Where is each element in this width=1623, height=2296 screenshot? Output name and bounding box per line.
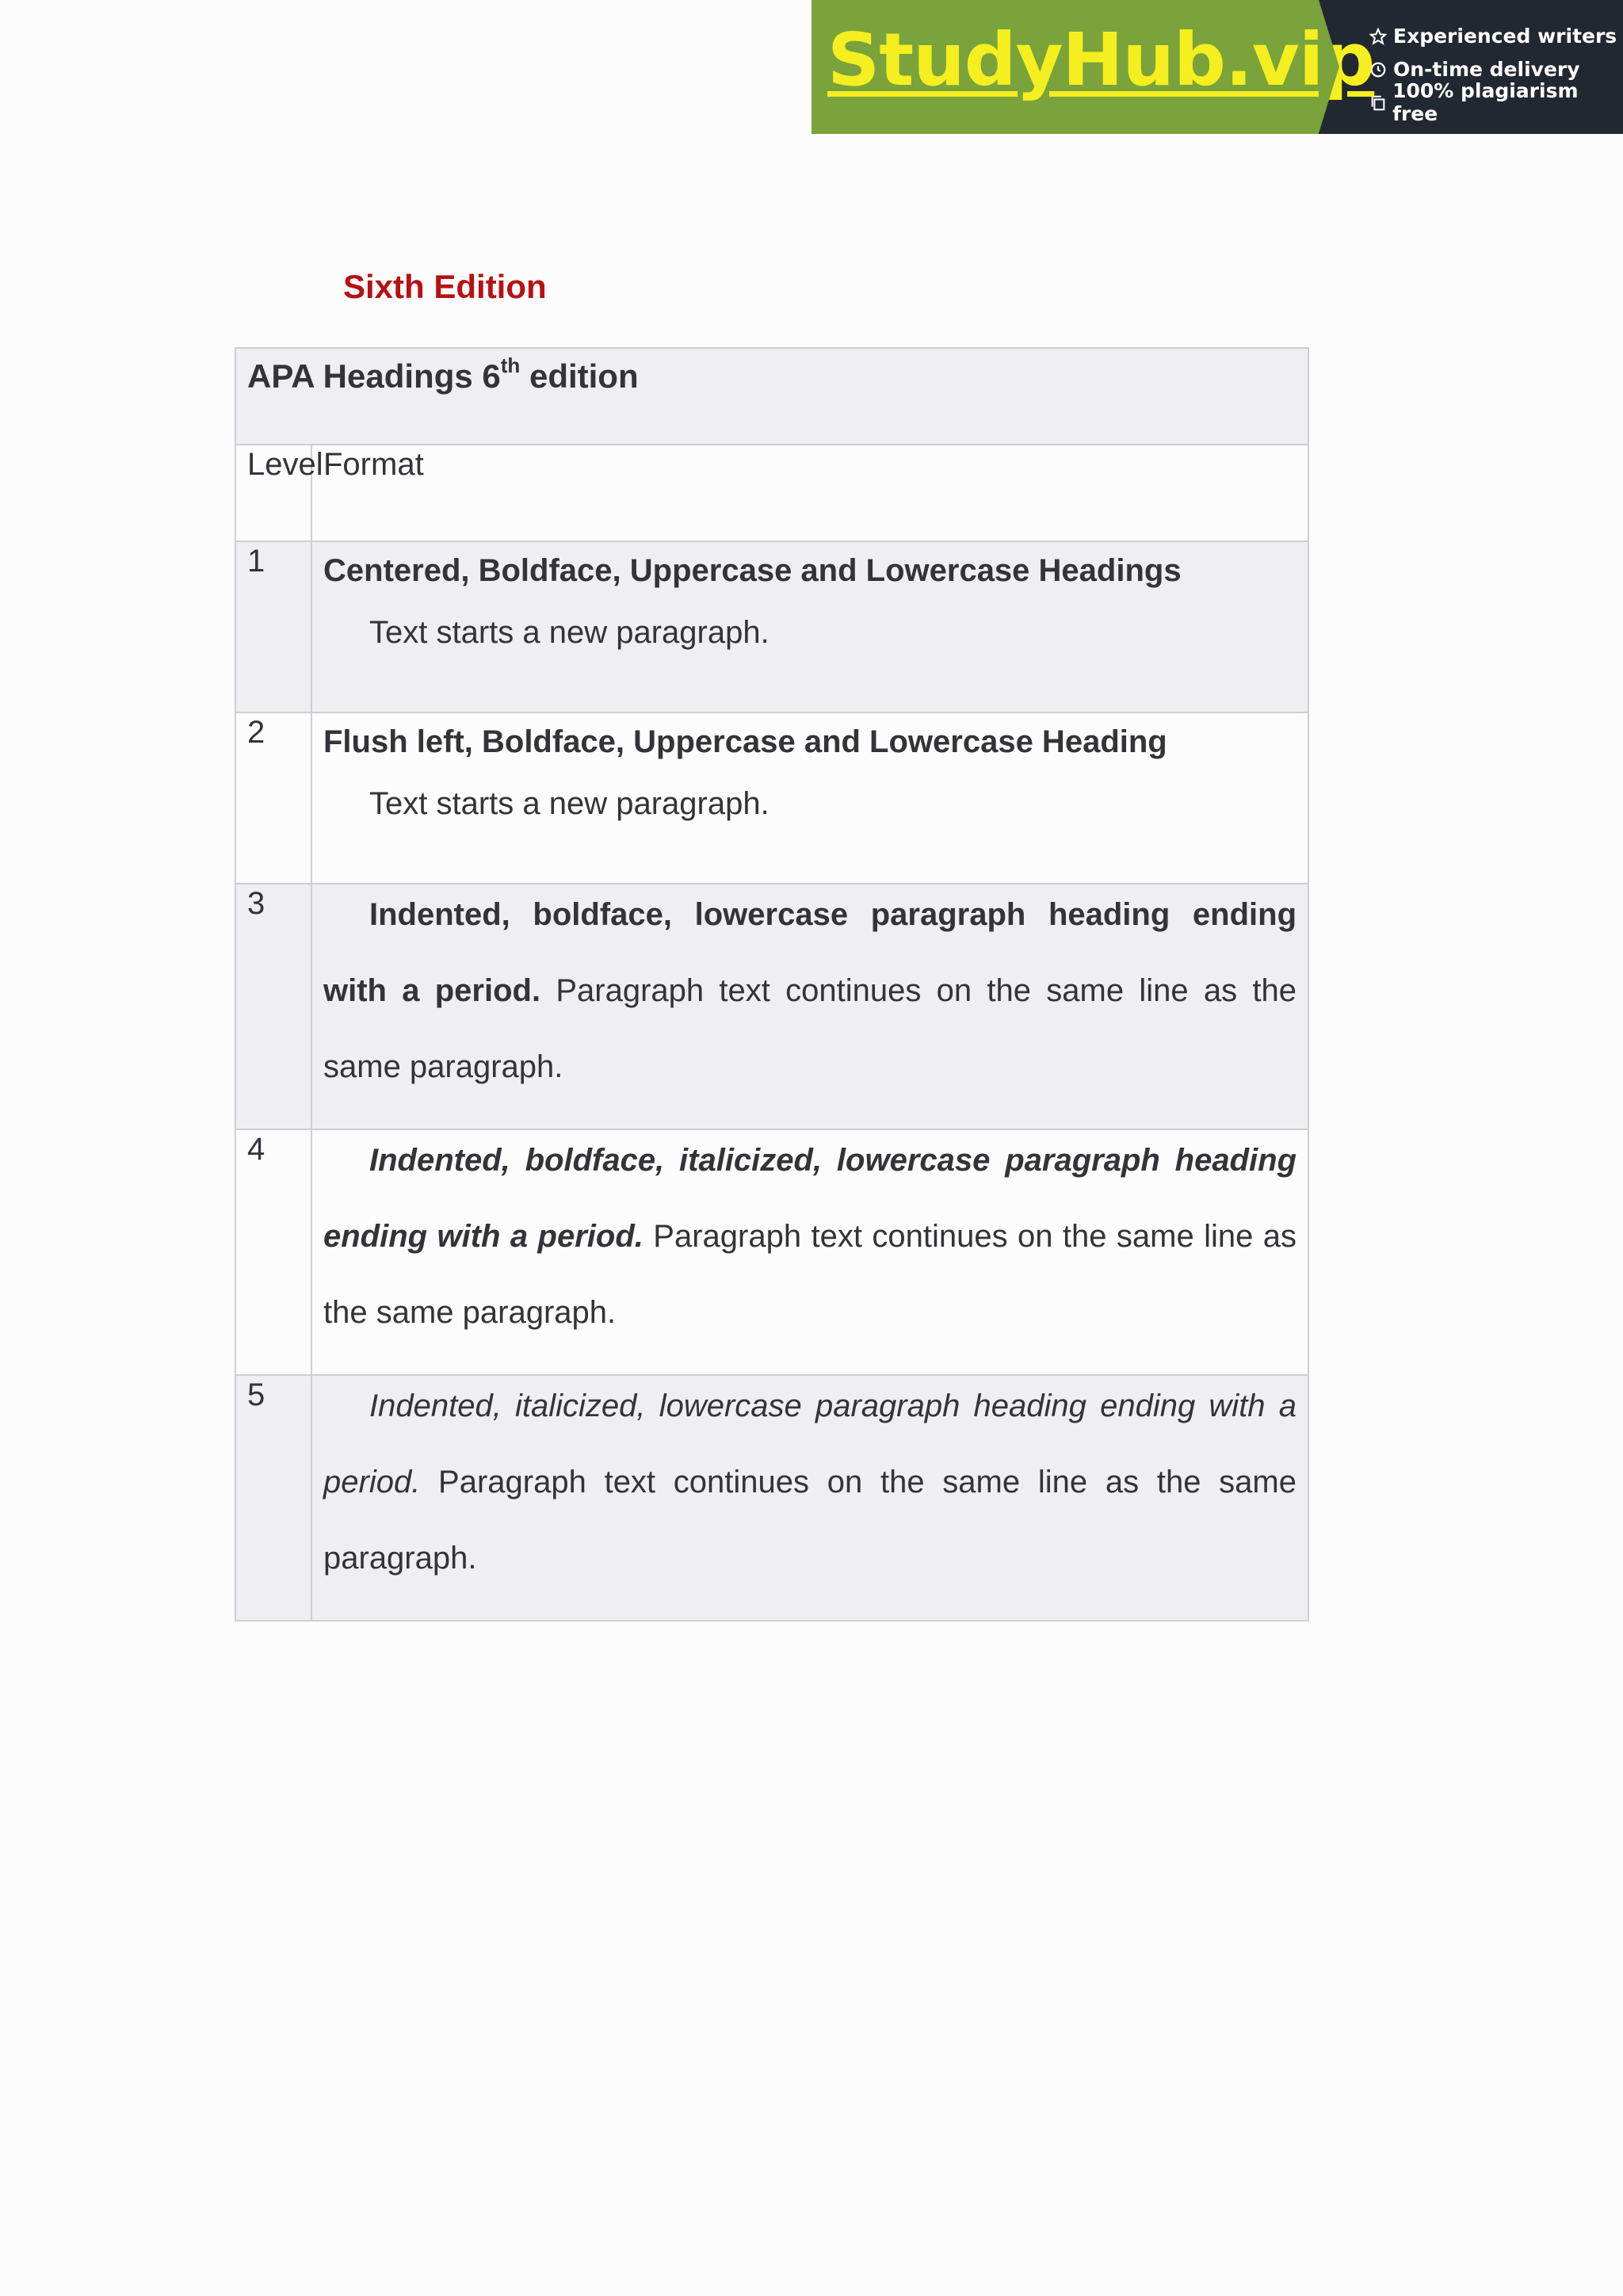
- format-cell: [311, 541, 1308, 712]
- paragraph-sample: Text starts a new paragraph.: [369, 615, 769, 650]
- level-number: 5: [235, 1375, 311, 1621]
- table-row-level-3: [235, 884, 1308, 1129]
- heading-sample: Indented, boldface, lowercase paragraph heading ending with a period.: [323, 897, 1296, 1008]
- paragraph-sample: Text starts a new paragraph.: [369, 786, 769, 821]
- heading-sample: Centered, Boldface, Uppercase and Lowercase Headings: [323, 553, 1182, 588]
- studyhub-banner[interactable]: [812, 0, 1623, 134]
- heading-sample: Indented, boldface, italicized, lowercase paragraph heading ending with a period.: [323, 1143, 1296, 1254]
- paragraph-sample: [323, 1368, 1296, 1596]
- feature-label: 100% plagiarism free: [1392, 79, 1579, 125]
- feature-plagiarism-free: [1369, 79, 1623, 125]
- table-title-suffix: edition: [529, 357, 639, 395]
- banner-brand: [812, 0, 1375, 134]
- feature-label: Experienced writers: [1393, 24, 1617, 48]
- table-title: [247, 349, 639, 396]
- table-row-level-5: [235, 1375, 1308, 1621]
- paragraph-sample: [323, 1122, 1296, 1350]
- format-cell: [311, 712, 1308, 884]
- paragraph-text: Paragraph text continues on the same line as the same paragraph.: [323, 1465, 1296, 1576]
- table-title-sup: th: [500, 353, 521, 377]
- level-number: 4: [235, 1129, 311, 1375]
- studyhub-logo[interactable]: StudyHub.vip: [827, 17, 1375, 102]
- table-title-prefix: APA Headings 6: [247, 357, 501, 395]
- table-row-level-4: [235, 1129, 1308, 1375]
- column-header-format: Format: [311, 445, 1308, 541]
- heading-sample: Indented, italicized, lowercase paragraph heading ending with a period.: [323, 1389, 1296, 1499]
- format-cell: [311, 884, 1308, 1129]
- level-number: 2: [235, 712, 311, 884]
- level-number: 3: [235, 884, 311, 1129]
- paragraph-text: Paragraph text continues on the same line as the same paragraph.: [323, 973, 1296, 1084]
- table-row-level-1: [235, 541, 1308, 712]
- edition-title: Sixth Edition: [343, 268, 547, 305]
- table-title-cell: [235, 348, 1308, 445]
- feature-experienced-writers: [1369, 19, 1623, 52]
- format-cell: [311, 1375, 1308, 1621]
- paragraph-sample: [323, 877, 1296, 1105]
- table-title-row: [235, 348, 1308, 445]
- level-number: 1: [235, 541, 311, 712]
- table-row-level-2: [235, 712, 1308, 884]
- format-cell: [311, 1129, 1308, 1375]
- paragraph-text: Paragraph text continues on the same line as the same paragraph.: [323, 1219, 1297, 1330]
- apa-headings-table: [235, 347, 1309, 1622]
- heading-sample: Flush left, Boldface, Uppercase and Lowercase Heading: [323, 724, 1167, 759]
- column-header-level: Level: [235, 445, 311, 541]
- table-header-row: [235, 445, 1308, 541]
- feature-label: On-time delivery: [1393, 57, 1580, 81]
